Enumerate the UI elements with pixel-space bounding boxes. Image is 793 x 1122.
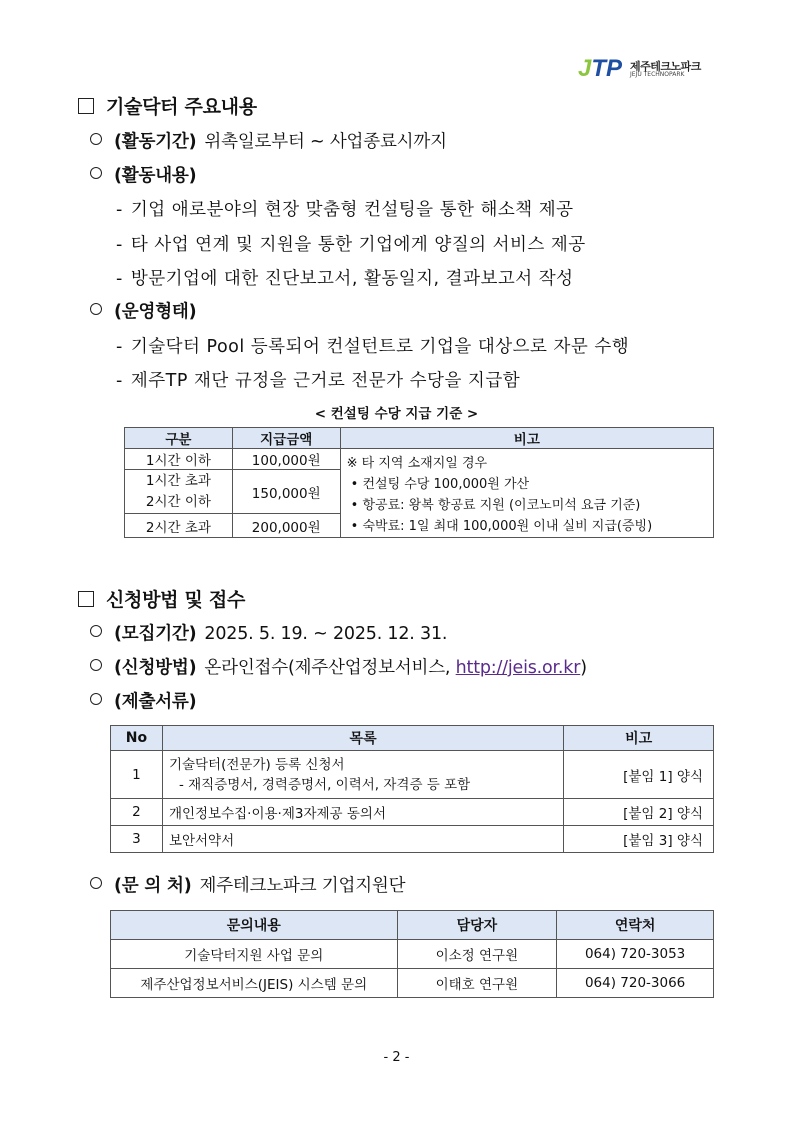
contact-person-cell: 이태호 연구원 bbox=[397, 969, 557, 998]
doc-item-cell: 개인정보수집·이용·제3자제공 동의서 bbox=[162, 799, 563, 826]
doc-no-cell: 2 bbox=[111, 799, 163, 826]
contact-item bbox=[90, 872, 405, 897]
logo-korean-name: 제주테크노파크 bbox=[630, 60, 701, 73]
documents-item bbox=[90, 688, 204, 713]
fee-type-line: 1시간 초과 bbox=[145, 472, 211, 489]
activity-content-item bbox=[90, 162, 204, 187]
contact-label: (문 의 처) bbox=[114, 876, 192, 896]
apply-method-label: (신청방법) bbox=[114, 658, 197, 678]
operation-type-text: 제주TP 재단 규정을 근거로 전문가 수당을 지급함 bbox=[130, 371, 521, 391]
contact-table bbox=[110, 910, 714, 998]
circle-bullet-icon bbox=[90, 625, 102, 637]
column-header: 비고 bbox=[340, 428, 713, 449]
contact-phone-cell: 064) 720-3053 bbox=[557, 940, 714, 969]
doc-note-cell: [붙임 2] 양식 bbox=[564, 799, 714, 826]
table-row bbox=[111, 751, 714, 799]
jeis-website-link[interactable]: http://jeis.or.kr bbox=[455, 658, 581, 678]
logo-english-name: JEJU TECHNOPARK bbox=[630, 71, 685, 78]
table-header-row bbox=[111, 726, 714, 751]
fee-note-line: • 컨설팅 수당 100,000원 가산 bbox=[350, 477, 530, 492]
operation-type-line bbox=[116, 333, 629, 358]
doc-note-cell: [붙임 1] 양식 bbox=[564, 751, 714, 799]
column-header: 담당자 bbox=[397, 911, 557, 940]
dash-bullet: - bbox=[116, 269, 123, 289]
recruit-period-text: 2025. 5. 19. ~ 2025. 12. 31. bbox=[204, 624, 448, 644]
fee-note-line: • 항공료: 왕복 항공료 지원 (이코노미석 요금 기준) bbox=[350, 498, 641, 513]
dash-bullet: - bbox=[116, 371, 123, 391]
fee-amount-cell: 150,000원 bbox=[232, 470, 340, 514]
contact-phone-cell: 064) 720-3066 bbox=[557, 969, 714, 998]
table-header-row bbox=[111, 911, 714, 940]
jtp-logo bbox=[578, 55, 718, 81]
contact-text: 제주테크노파크 기업지원단 bbox=[199, 876, 406, 896]
jtp-logo-mark bbox=[578, 55, 622, 81]
table-header-row bbox=[125, 428, 714, 449]
column-header: 문의내용 bbox=[111, 911, 398, 940]
documents-label: (제출서류) bbox=[114, 692, 197, 712]
circle-bullet-icon bbox=[90, 133, 102, 145]
documents-table bbox=[110, 725, 714, 853]
square-bullet-icon bbox=[78, 591, 94, 607]
fee-table bbox=[124, 427, 714, 538]
column-header: 연락처 bbox=[557, 911, 714, 940]
doc-no-cell: 3 bbox=[111, 826, 163, 853]
fee-amount-cell: 100,000원 bbox=[232, 449, 340, 470]
dash-bullet: - bbox=[116, 200, 123, 220]
fee-type-cell: 2시간 초과 bbox=[125, 514, 233, 538]
fee-note-line: ※ 타 지역 소재지일 경우 bbox=[346, 456, 488, 471]
fee-type-cell bbox=[125, 470, 233, 514]
operation-type-text: 기술닥터 Pool 등록되어 컨설턴트로 기업을 대상으로 자문 수행 bbox=[130, 337, 630, 357]
contact-topic-cell: 기술닥터지원 사업 문의 bbox=[111, 940, 398, 969]
circle-bullet-icon bbox=[90, 167, 102, 179]
fee-table-caption: < 컨설팅 수당 지급 기준 > bbox=[314, 406, 479, 422]
operation-type-item bbox=[90, 298, 204, 323]
apply-method-close: ) bbox=[580, 658, 587, 678]
doc-item-cell: 보안서약서 bbox=[162, 826, 563, 853]
circle-bullet-icon bbox=[90, 693, 102, 705]
square-bullet-icon bbox=[78, 98, 94, 114]
dash-bullet: - bbox=[116, 235, 123, 255]
doc-item-cell bbox=[162, 751, 563, 799]
doc-item-title: 기술닥터(전문가) 등록 신청서 bbox=[168, 756, 345, 773]
dash-bullet: - bbox=[116, 337, 123, 357]
activity-content-line bbox=[116, 265, 574, 290]
column-header: 목록 bbox=[162, 726, 563, 751]
operation-type-line bbox=[116, 367, 520, 392]
activity-content-text: 기업 애로분야의 현장 맞춤형 컨설팅을 통한 해소책 제공 bbox=[130, 200, 574, 220]
fee-type-line: 2시간 이하 bbox=[145, 493, 211, 510]
column-header: 지급금액 bbox=[232, 428, 340, 449]
column-header: 비고 bbox=[564, 726, 714, 751]
contact-person-cell: 이소정 연구원 bbox=[397, 940, 557, 969]
recruit-period-item bbox=[90, 620, 447, 645]
activity-period-item bbox=[90, 128, 447, 153]
logo-mark-j: J bbox=[578, 55, 592, 82]
circle-bullet-icon bbox=[90, 303, 102, 315]
circle-bullet-icon bbox=[90, 877, 102, 889]
circle-bullet-icon bbox=[90, 659, 102, 671]
page-number: - 2 - bbox=[383, 1050, 410, 1065]
activity-content-line bbox=[116, 231, 586, 256]
activity-content-label: (활동내용) bbox=[114, 166, 197, 186]
doc-note-cell: [붙임 3] 양식 bbox=[564, 826, 714, 853]
column-header: No bbox=[111, 726, 163, 751]
doc-item-subtitle: - 재직증명서, 경력증명서, 이력서, 자격증 등 포함 bbox=[178, 776, 471, 793]
activity-period-label: (활동기간) bbox=[114, 132, 197, 152]
table-row bbox=[111, 969, 714, 998]
fee-amount-cell: 200,000원 bbox=[232, 514, 340, 538]
section-1-title: 기술닥터 주요내용 bbox=[106, 96, 257, 118]
activity-period-text: 위촉일로부터 ~ 사업종료시까지 bbox=[204, 132, 447, 152]
table-row bbox=[125, 449, 714, 470]
table-row bbox=[111, 799, 714, 826]
logo-mark-tp: TP bbox=[591, 55, 623, 82]
activity-content-line bbox=[116, 196, 574, 221]
section-2-title: 신청방법 및 접수 bbox=[106, 589, 246, 611]
apply-method-text: 온라인접수(제주산업정보서비스, bbox=[204, 658, 451, 678]
operation-type-label: (운영형태) bbox=[114, 302, 197, 322]
recruit-period-label: (모집기간) bbox=[114, 624, 197, 644]
fee-notes-cell bbox=[340, 449, 713, 538]
contact-topic-cell: 제주산업정보서비스(JEIS) 시스템 문의 bbox=[111, 969, 398, 998]
fee-note-line: • 숙박료: 1일 최대 100,000원 이내 실비 지급(증빙) bbox=[350, 519, 653, 534]
table-row bbox=[111, 826, 714, 853]
activity-content-text: 방문기업에 대한 진단보고서, 활동일지, 결과보고서 작성 bbox=[130, 269, 574, 289]
activity-content-text: 타 사업 연계 및 지원을 통한 기업에게 양질의 서비스 제공 bbox=[130, 235, 586, 255]
apply-method-item bbox=[90, 654, 587, 679]
section-1-heading bbox=[78, 92, 257, 119]
column-header: 구분 bbox=[125, 428, 233, 449]
section-2-heading bbox=[78, 585, 245, 612]
doc-no-cell: 1 bbox=[111, 751, 163, 799]
fee-type-cell: 1시간 이하 bbox=[125, 449, 233, 470]
table-row bbox=[111, 940, 714, 969]
